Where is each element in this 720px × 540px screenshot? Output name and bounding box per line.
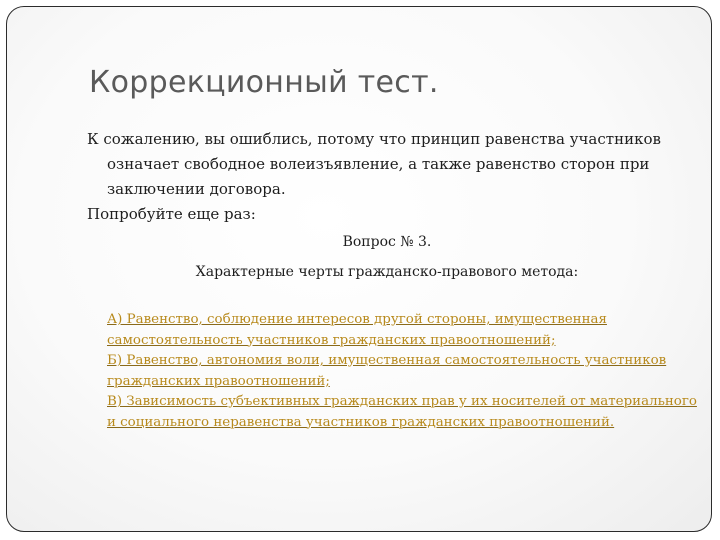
- feedback-text: К сожалению, вы ошиблись, потому что принцип равенства участников означает свободное волеизъявление, а также равенство сторон при заключении договора.: [87, 130, 661, 198]
- answer-option-a[interactable]: А) Равенство, соблюдение интересов другой стороны, имущественная самостоятельность участников гражданских правоотношений;: [107, 312, 607, 348]
- question-number: Вопрос № 3.: [342, 234, 432, 250]
- question-text: Характерные черты гражданско-правового метода:: [195, 264, 579, 280]
- slide-frame: [6, 6, 712, 532]
- slide-body: [87, 127, 667, 227]
- answer-option-c[interactable]: В) Зависимость субъективных гражданских прав у их носителей от материального и социального неравенства участников гражданских правоотношений.: [107, 394, 697, 430]
- answer-option-b[interactable]: Б) Равенство, автономия воли, имущественная самостоятельность участников гражданских правоотношений;: [107, 353, 667, 389]
- answer-list: [107, 310, 697, 433]
- retry-prompt: Попробуйте еще раз:: [87, 205, 256, 223]
- slide-title: Коррекционный тест.: [89, 65, 439, 100]
